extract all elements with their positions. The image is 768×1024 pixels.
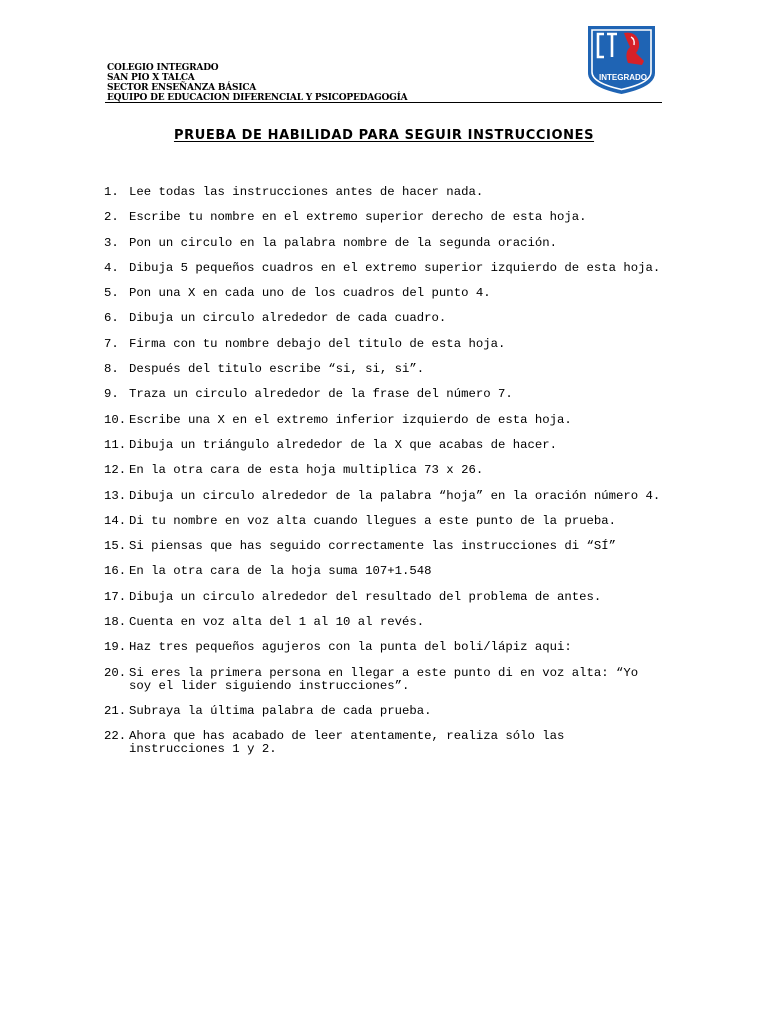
instruction-number: 16. <box>104 564 127 579</box>
instruction-text: Escribe tu nombre en el extremo superior derecho de esta hoja. <box>129 210 587 225</box>
instruction-item <box>104 464 664 477</box>
instruction-item <box>104 186 664 199</box>
instruction-item <box>104 591 664 604</box>
instruction-number: 14. <box>104 513 127 528</box>
instruction-item <box>104 641 664 654</box>
instruction-number: 20. <box>104 665 127 680</box>
instruction-text: Si eres la primera persona en llegar a este punto di en voz alta: “Yo soy el lider siguiendo instrucciones”. <box>129 665 639 693</box>
school-header <box>107 63 587 103</box>
instruction-text: Haz tres pequeños agujeros con la punta del boli/lápiz aqui: <box>129 640 572 655</box>
instruction-text: Pon una X en cada uno de los cuadros del punto 4. <box>129 286 491 301</box>
instruction-number: 8. <box>104 362 119 377</box>
page-title <box>0 128 768 143</box>
instruction-text: Escribe una X en el extremo inferior izquierdo de esta hoja. <box>129 412 572 427</box>
page-title-text: PRUEBA DE HABILIDAD PARA SEGUIR INSTRUCCIONES <box>173 128 595 143</box>
instruction-item <box>104 262 664 275</box>
instruction-item <box>104 705 664 718</box>
instruction-number: 21. <box>104 703 127 718</box>
instruction-number: 22. <box>104 729 127 744</box>
header-line-sector: SECTOR ENSEÑANZA BÁSICA <box>107 83 257 93</box>
instruction-item <box>104 414 664 427</box>
instruction-number: 19. <box>104 640 127 655</box>
instruction-text: En la otra cara de esta hoja multiplica 73 x 26. <box>129 463 484 478</box>
instruction-number: 10. <box>104 412 127 427</box>
instruction-number: 18. <box>104 615 127 630</box>
instruction-text: Después del titulo escribe “si, si, si”. <box>129 362 425 377</box>
instruction-number: 2. <box>104 210 119 225</box>
instruction-text: Firma con tu nombre debajo del titulo de esta hoja. <box>129 336 506 351</box>
instruction-number: 13. <box>104 488 127 503</box>
instruction-text: Pon un circulo en la palabra nombre de la segunda oración. <box>129 235 558 250</box>
instruction-number: 11. <box>104 437 127 452</box>
instruction-text: Traza un circulo alrededor de la frase del número 7. <box>129 387 513 402</box>
instruction-text: Cuenta en voz alta del 1 al 10 al revés. <box>129 615 425 630</box>
instruction-number: 4. <box>104 260 119 275</box>
header-line-location: SAN PIO X TALCA <box>107 73 195 83</box>
instruction-list <box>104 186 664 769</box>
header-line-team: EQUIPO DE EDUCACION DIFERENCIAL Y PSICOPEDAGOGÍA <box>107 93 408 103</box>
instruction-item <box>104 515 664 528</box>
school-crest-icon <box>586 25 657 95</box>
instruction-item <box>104 312 664 325</box>
school-logo <box>586 25 657 95</box>
instruction-item <box>104 287 664 300</box>
instruction-text: Dibuja un circulo alrededor del resultado del problema de antes. <box>129 589 602 604</box>
instruction-text: Dibuja un triángulo alrededor de la X que acabas de hacer. <box>129 437 558 452</box>
instruction-item <box>104 211 664 224</box>
instruction-item <box>104 540 664 553</box>
instruction-text: Di tu nombre en voz alta cuando llegues a este punto de la prueba. <box>129 513 617 528</box>
instruction-item <box>104 363 664 376</box>
instruction-item <box>104 565 664 578</box>
instruction-text: Lee todas las instrucciones antes de hacer nada. <box>129 185 484 199</box>
instruction-number: 9. <box>104 387 119 402</box>
instruction-text: Subraya la última palabra de cada prueba. <box>129 703 432 718</box>
instruction-item <box>104 667 664 693</box>
instruction-text: Si piensas que has seguido correctamente las instrucciones di “SÍ” <box>129 539 617 554</box>
instruction-item <box>104 439 664 452</box>
header-divider <box>105 102 662 103</box>
instruction-item <box>104 388 664 401</box>
instruction-item <box>104 338 664 351</box>
instruction-item <box>104 730 664 756</box>
instruction-text: Ahora que has acabado de leer atentamente, realiza sólo las instrucciones 1 y 2. <box>129 729 565 757</box>
instruction-number: 6. <box>104 311 119 326</box>
instruction-number: 12. <box>104 463 127 478</box>
instruction-number: 7. <box>104 336 119 351</box>
instruction-number: 17. <box>104 589 127 604</box>
instruction-number: 5. <box>104 286 119 301</box>
instruction-item <box>104 616 664 629</box>
instruction-item <box>104 490 664 503</box>
instruction-text: Dibuja 5 pequeños cuadros en el extremo superior izquierdo de esta hoja. <box>129 260 661 275</box>
instruction-number: 3. <box>104 235 119 250</box>
instruction-text: Dibuja un circulo alrededor de la palabra “hoja” en la oración número 4. <box>129 488 661 503</box>
instruction-number: 1. <box>104 185 119 199</box>
instruction-number: 15. <box>104 539 127 554</box>
instruction-text: Dibuja un circulo alrededor de cada cuadro. <box>129 311 447 326</box>
header-line-school: COLEGIO INTEGRADO <box>107 63 219 73</box>
logo-text: INTEGRADO <box>599 73 647 82</box>
instruction-item <box>104 237 664 250</box>
instruction-text: En la otra cara de la hoja suma 107+1.548 <box>129 564 432 579</box>
